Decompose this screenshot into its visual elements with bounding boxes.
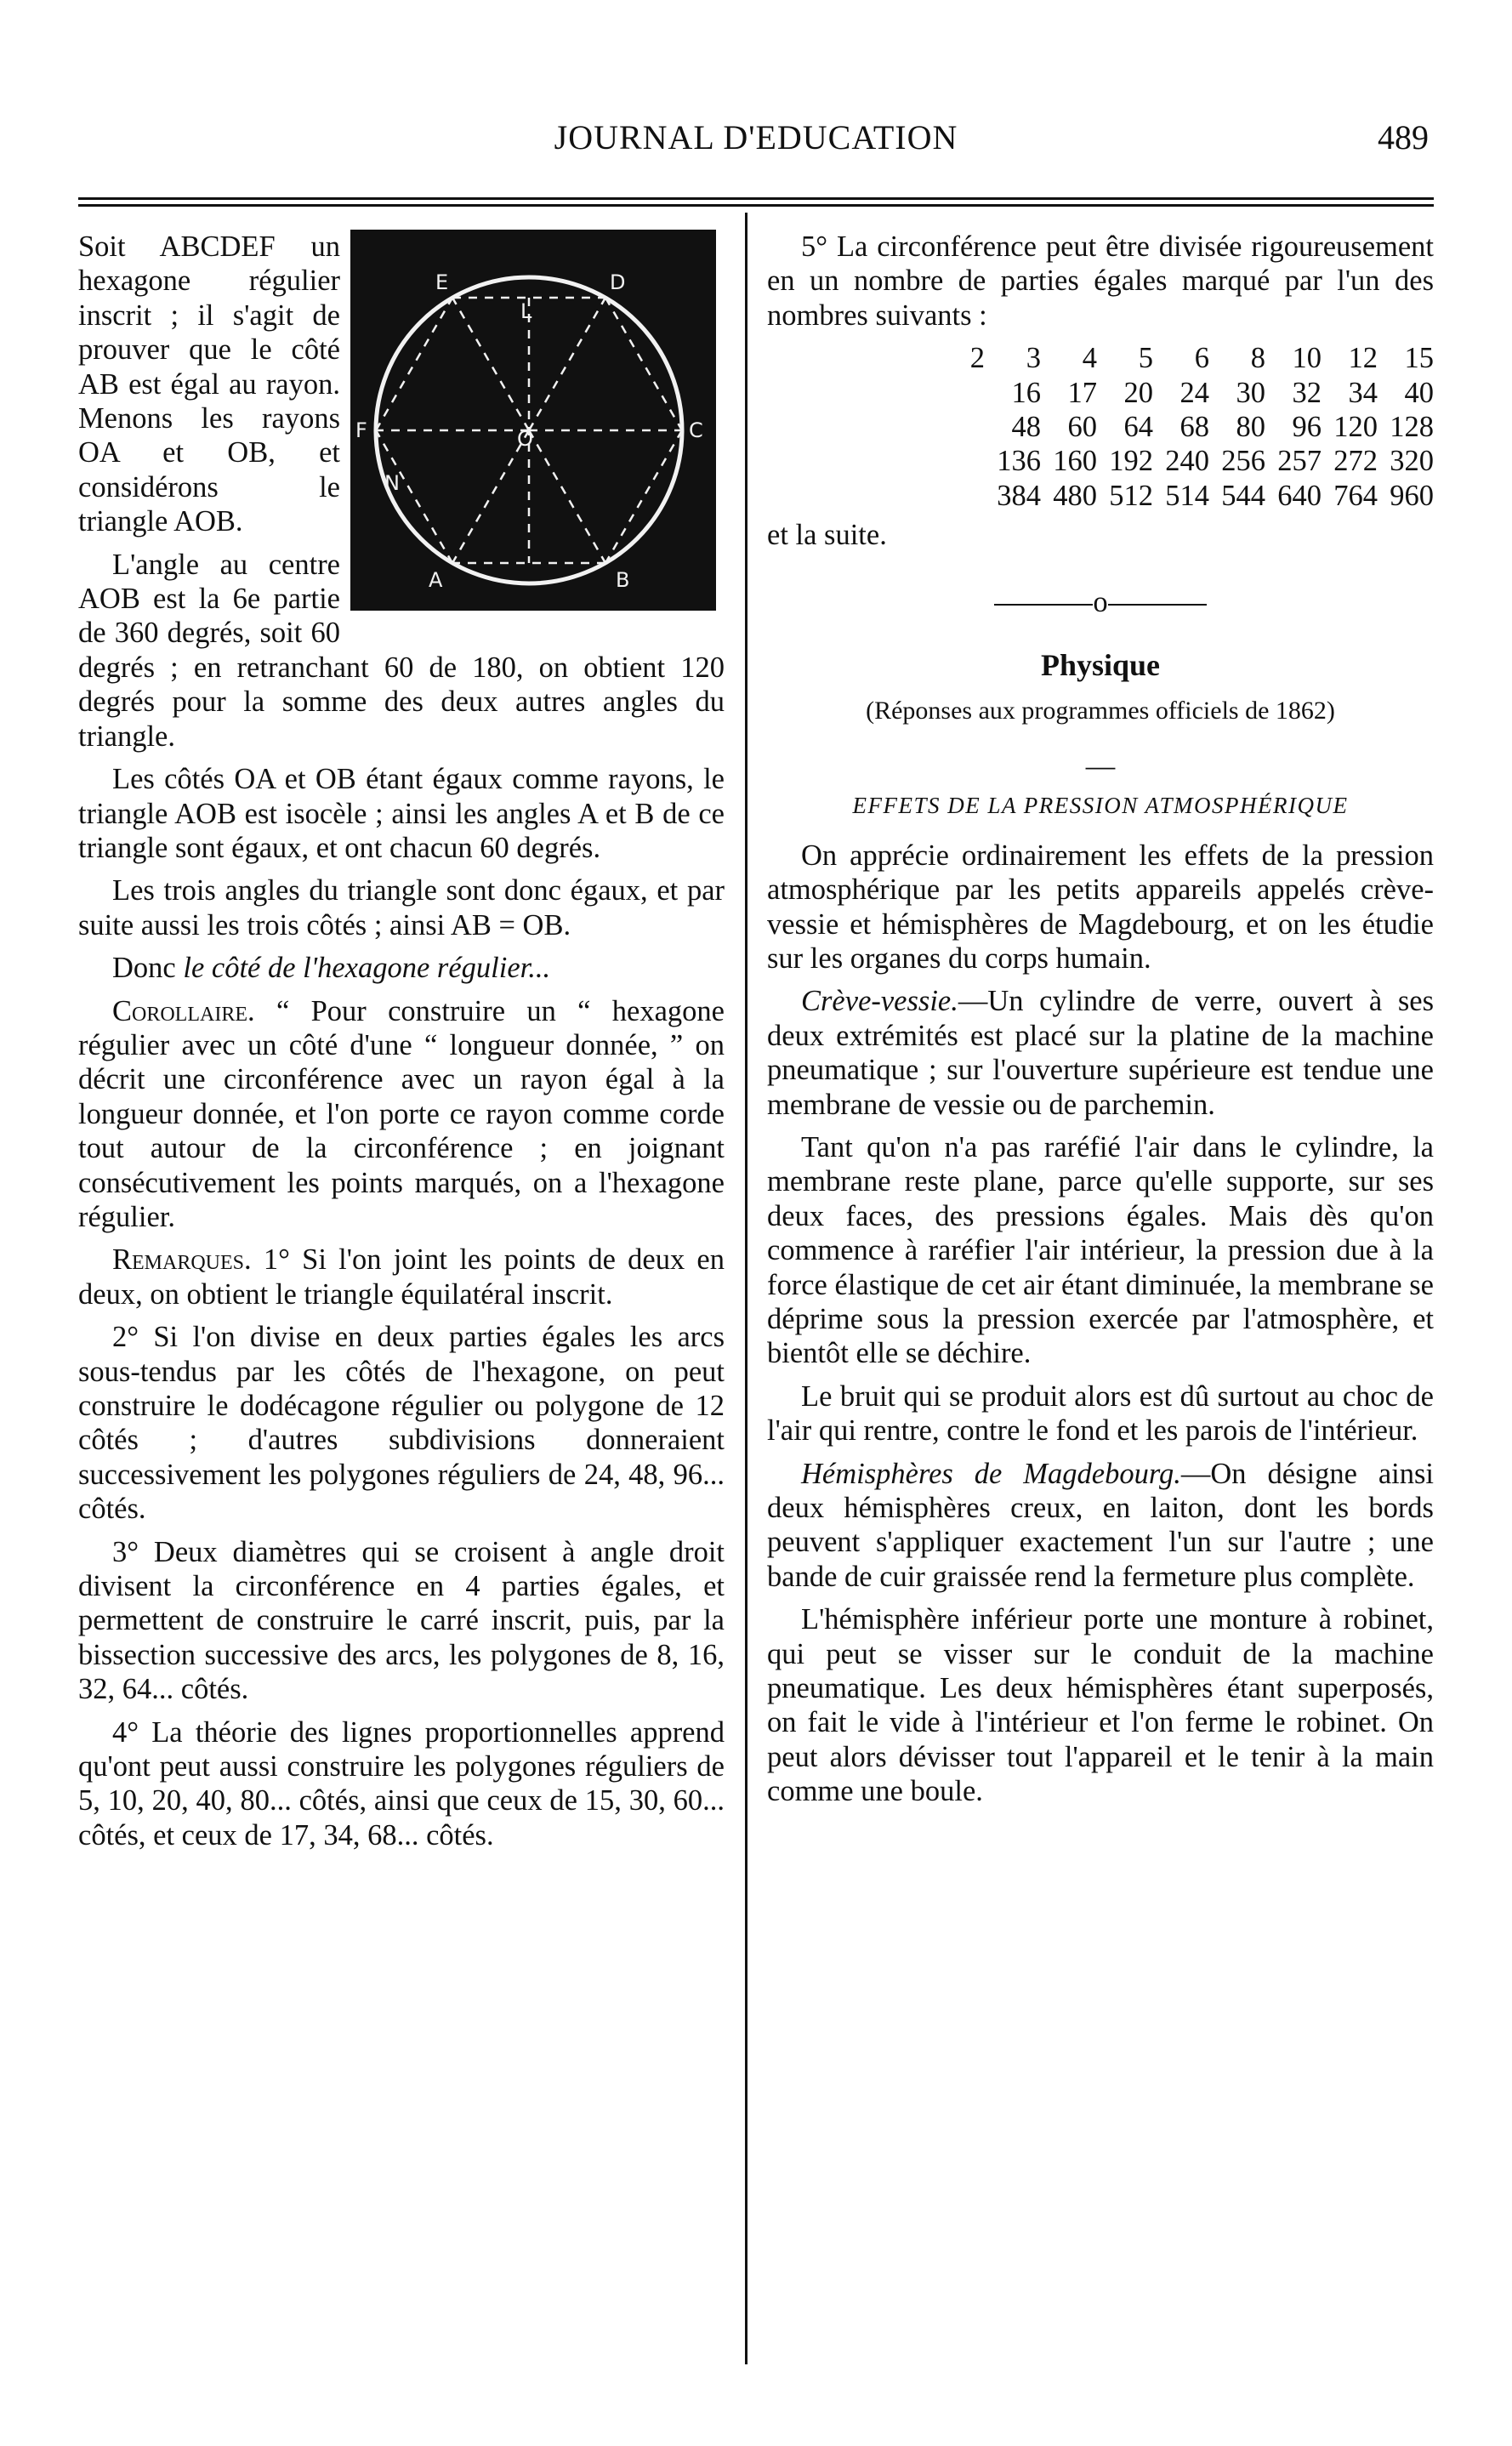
label-L: L [520,299,532,323]
number-cell: 96 [1292,411,1322,444]
number-cell: 4 [1082,342,1097,375]
creve-vessie-text: —Un cylindre de verre, ouvert à ses deux extrémités est placé sur la platine de la machine pneumatique ; sur l'ouverture supérieure est tendue une membrane de vessie ou de parchemin. [767,985,1434,1121]
label-F: F [355,418,367,442]
number-cell: 2 [969,342,985,375]
number-cell: 10 [1292,342,1322,375]
number-cell: 480 [1053,479,1097,512]
paragraph-cotes: Les côtés OA et OB étant égaux comme rayons, le triangle AOB est isocèle ; ainsi les angles A et B de ce triangle sont égaux, et ont chacun 60 degrés. [78,763,725,864]
hemispheres-label: Hémisphères de Magdebourg. [801,1457,1181,1490]
number-cell: 64 [1123,411,1153,444]
page-header [78,117,1434,168]
remarques-label: Remarques. [112,1243,252,1277]
donc-prefix: Donc [112,952,184,985]
label-O: O [517,427,533,451]
section-title: Physique [1040,648,1161,683]
number-cell: 5 [1138,342,1153,375]
separator-line-left [994,604,1093,606]
number-cell: 136 [997,445,1041,478]
number-row [767,410,1434,444]
paragraph-corollaire [78,994,725,1235]
number-cell: 120 [1333,411,1378,444]
number-cell: 514 [1165,479,1209,512]
creve-vessie-label: Crève-vessie. [801,985,958,1018]
number-cell: 384 [997,479,1041,512]
corollaire-label: Corollaire. [112,994,255,1027]
paragraph-donc [78,951,725,985]
et-la-suite: et la suite. [767,519,887,552]
figure-wrap [350,230,725,611]
short-dash: — [1085,749,1116,782]
section-subtitle: (Réponses aux programmes officiels de 1862) [866,697,1335,725]
number-row [767,376,1434,410]
number-cell: 960 [1390,479,1434,512]
number-cell: 40 [1404,376,1434,409]
number-cell: 272 [1333,445,1378,478]
number-cell: 24 [1179,376,1209,409]
header-rule-top [78,197,1434,200]
paragraph-bruit: Le bruit qui se produit alors est dû surtout au choc de l'air qui rentre, contre le fond et les parois de l'intérieur. [767,1379,1434,1448]
label-A: A [429,568,443,592]
number-cell: 764 [1333,479,1378,512]
number-cell: 257 [1277,445,1322,478]
physique-intro: On apprécie ordinairement les effets de la pression atmosphérique par les petits appareils appelés crève-vessie et hémisphères de Magdebourg, et on les étudie sur les organes du corps humain. [767,839,1434,975]
corollaire-text: “ Pour construire un “ hexagone régulier avec un côté d'une “ longueur donnée, ” on décrit une circonférence avec un rayon égal à la longueur donnée, et l'on porte ce rayon comme corde tout autour de la circonférence ; en joignant consécutivement les points marqués, on a l'hexagone régulier. [78,994,725,1233]
number-cell: 640 [1277,479,1322,512]
number-cell: 6 [1194,342,1209,375]
number-cell: 34 [1348,376,1378,409]
paragraph-hemispheres [767,1457,1434,1595]
column-divider [745,213,747,2364]
remarque-4: 4° La théorie des lignes proportionnelles apprend qu'ont peut aussi construire les polygones réguliers de 5, 10, 20, 40, 80... côtés, ainsi que ceux de 15, 30, 60... côtés, et ceux de 17, 34, 68... côtés. [78,1715,725,1852]
number-row [767,341,1434,375]
number-row [767,444,1434,478]
remarque-2: 2° Si l'on divise en deux parties égales les arcs sous-tendus par les côtés de l'hexagone, on peut construire le dodécagone régulier ou polygone de 12 côtés ; d'autres subdivisions donneraient successivement les polygones réguliers de 24, 48, 96... côtés. [78,1321,725,1526]
number-cell: 544 [1221,479,1265,512]
separator-mark: o [1093,585,1108,618]
page-number: 489 [1378,118,1429,156]
number-cell: 160 [1053,445,1097,478]
remarque-5: 5° La circonférence peut être divisée rigoureusement en un nombre de parties égales marqué par l'un des nombres suivants : [767,230,1434,332]
remarques-text: 1° Si l'on joint les points de deux en deux, on obtient le triangle équilatéral inscrit. [78,1243,725,1311]
paragraph-creve-vessie [767,984,1434,1122]
paragraph-trois: Les trois angles du triangle sont donc égaux, et par suite aussi les trois côtés ; ainsi AB = OB. [78,874,725,941]
number-cell: 512 [1109,479,1153,512]
figure-background [350,230,716,611]
running-title: JOURNAL D'EDUCATION [554,118,958,156]
hexagon-diagram [350,230,716,611]
remarque-3: 3° Deux diamètres qui se croisent à angle droit divisent la circonférence en 4 parties égales, et permettent de construire le carré inscrit, puis, par la bissection successive des arcs, les polygones de 8, 16, 32, 64... côtés. [78,1535,725,1706]
number-cell: 32 [1292,376,1322,409]
number-cell: 192 [1109,445,1153,478]
number-cell: 60 [1067,411,1097,444]
paragraph-remarques [78,1243,725,1311]
left-column [78,230,725,1861]
header-rule-bottom [78,204,1434,207]
label-D: D [610,270,626,294]
hemispheres-text: —On désigne ainsi deux hémisphères creux, en laiton, dont les bords peuvent s'appliquer exactement l'un sur l'autre ; une bande de cuir graissée rend la fermeture plus complète. [767,1457,1434,1593]
right-column [767,230,1434,1817]
number-cell: 48 [1011,411,1041,444]
number-cell: 30 [1236,376,1265,409]
label-N: N [384,471,400,495]
number-cell: 68 [1179,411,1209,444]
number-cell: 3 [1026,342,1041,375]
number-cell: 16 [1011,376,1041,409]
label-B: B [616,568,630,592]
number-grid [767,341,1434,513]
donc-conclusion: le côté de l'hexagone régulier... [183,952,551,985]
intro-paragraph: Soit ABCDEF un hexagone régulier inscrit ; il s'agit de prouver que le côté AB est égal au rayon. Menons les rayons OA et OB, et considérons le triangle AOB. [78,230,340,538]
label-C: C [689,418,703,442]
number-cell: 80 [1236,411,1265,444]
number-cell: 240 [1165,445,1209,478]
paragraph-tant: Tant qu'on n'a pas raréfié l'air dans le cylindre, la membrane reste plane, parce qu'elle supporte, sur ses deux faces, des pressions égales. Mais dès qu'on commence à raréfier l'air intérieur, la pression due à la force élastique de cet air étant diminuée, la membrane se déprime sous la pression exercée par l'atmosphère, et bientôt elle se déchire. [767,1130,1434,1370]
separator-line-right [1108,604,1207,606]
number-cell: 20 [1123,376,1153,409]
number-cell: 15 [1404,342,1434,375]
number-cell: 320 [1390,445,1434,478]
number-cell: 17 [1067,376,1097,409]
label-E: E [435,270,449,294]
number-cell: 256 [1221,445,1265,478]
separator [767,585,1434,619]
number-row [767,479,1434,513]
hexagon-figure [350,230,716,611]
number-cell: 12 [1348,342,1378,375]
sub-heading: EFFETS DE LA PRESSION ATMOSPHÉRIQUE [852,793,1349,819]
number-cell: 8 [1250,342,1265,375]
paragraph-angle: L'angle au centre AOB est la 6e partie de 360 degrés, soit 60 degrés ; en retranchant 60 de 180, on obtient 120 degrés pour la somme des deux autres angles du triangle. [78,548,725,753]
number-cell: 128 [1390,411,1434,444]
paragraph-hemisphere-inferieur: L'hémisphère inférieur porte une monture à robinet, qui peut se visser sur le conduit de la machine pneumatique. Les deux hémisphères étant superposés, on fait le vide à l'intérieur et l'on ferme le robinet. On peut alors dévisser tout l'appareil et le tenir à la main comme une boule. [767,1603,1434,1808]
